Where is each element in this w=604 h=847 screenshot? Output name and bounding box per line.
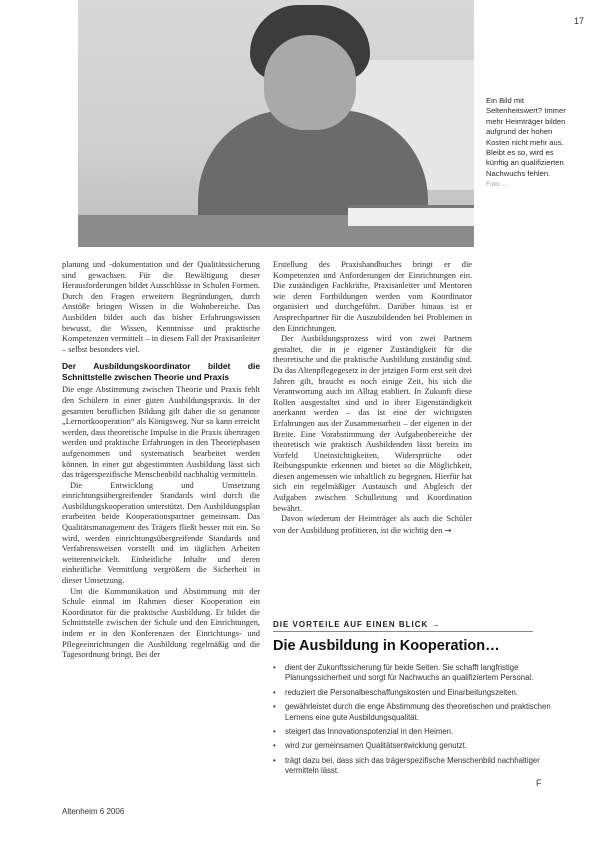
paragraph: planung und -dokumentation und der Qualitätssicherung sind gewachsen. Für die Bewältigung dieser Herausforderungen bildet Ausschlüsse in Schulen Formen. Durch den Fragen erweitern Begründungen, durch Anstöße bringen Wissen in die Wohnbereiche. Das Ausbilden bildet auch das bisher Erfahrungswissen bewusst, die Wissen, Kenntnisse und praktische Kompetenzen vermittelt – in diesem Fall der Praxisanleiter – selbst besonders viel. xyxy=(62,260,260,354)
advantages-list xyxy=(273,663,563,781)
article-column-left xyxy=(62,260,260,661)
page-number: 17 xyxy=(574,16,585,26)
list-item xyxy=(273,702,563,723)
list-item xyxy=(273,663,563,684)
paragraph: Die Entwicklung und Umsetzung einrichtungsübergreifender Standards wird durch die Ausbildungskooperation unterstützt. Den Ausbildungsplan erarbeiten beide Kooperationspartner gemeinsam. Das Qualitätsmanagement des Trägers fließt besser mit ein. So wird, werden einrichtungsübergreifende Standards und Verfahrensweisen vorstellt und im täglichen Arbeiten weiterentwickelt. Einheitliche Inhalte und deren einheitliche Vermittlung vergrößern die Sicherheit in dieser Umsetzung. xyxy=(62,480,260,586)
list-item-text: reduziert die Personalbeschaffungskosten und Einarbeitungszeiten. xyxy=(285,687,519,697)
paragraph: Der Ausbildungsprozess wird von zwei Partnern gestaltet, die in je eigener Zuständigkeit für die theoretische und die praktische Ausbildung zuständig sind. Da das Altenpflegegesetz in der jetzigen Form erst seit drei Jahren gilt, braucht es noch einige Zeit, bis sich die Verantwortung auch im Alltag etabliert. In Zukunft diese Rollen ausgestaltet sind und in ihrer Eigenständigkeit anerkannt werden – das ist eine der wichtigsten Erfahrungen aus der Zusammenarbeit – der eigenen in der Breite. Eine Vorabstimmung der Aufgabenbereiche der theoretisch wie praktisch Ausbildenden lässt bereits im Vorfeld Uneinsichtigkeiten, Widersprüche oder Reibungspunkte erkennen und bietet so die Möglichkeit, diesen angemessen wie inhaltlich zu begegnen. Hierfür hat sich ein regelmäßiger Austausch und Abgleich der Aufgaben zwischen Schulleitung und Koordination bewährt. xyxy=(273,334,472,513)
list-item xyxy=(273,756,563,777)
box-title: Die Ausbildung in Kooperation… xyxy=(273,638,500,654)
list-item xyxy=(273,688,563,698)
paragraph: Erstellung des Praxishandbuches bringt er die Kompetenzen und Anforderungen der Einrichtungen ein. Die zuständigen Fachkräfte, Praxisanleiter und Mentoren wie deren Fortbildungen werden vom Koordinator organisiert und durchgeführt. Darüber hinaus ist er Ansprechpartner für die Auszubildenden bei Problemen in den Einrichtungen. xyxy=(273,260,472,333)
bullet-icon: • xyxy=(273,663,276,672)
paragraph xyxy=(273,514,472,536)
list-item-text: steigert das Innovationspotenzial in den Heimen. xyxy=(285,727,454,737)
list-item xyxy=(273,741,563,751)
end-mark: F xyxy=(536,778,542,788)
photo-credit: Foto: ... xyxy=(486,181,509,189)
article-column-right xyxy=(273,260,472,536)
paragraph: Die enge Abstimmung zwischen Theorie und Praxis fehlt den Schülern in einer guten Ausbildungspraxis. In der gesamten beruflichen Bildung gilt daher die so genannte „Lernortkooperation“ als Königsweg. Nur so kann erreicht werden, dass theoretische Impulse in die Praxis übertragen werden und praktische Erfahrungen in den Theoriephasen aufgenommen und systematisch bearbeitet werden können. In einer gut abgestimmten Ausbildung lässt sich das trägerspezifische Menschenbild nachhaltig vermitteln. xyxy=(62,385,260,480)
bullet-icon: • xyxy=(273,727,276,737)
list-item-text: dient der Zukunftssicherung für beide Seiten. Sie schafft langfristige Planungssicherheit und sorgt für Nachwuchs an qualifiziertem Personal. xyxy=(285,663,534,683)
list-item-text: gewährleistet durch die enge Abstimmung des theoretischen und praktischen Lernens eine gute Ausbildungsqualität. xyxy=(285,702,551,722)
photo-person-face xyxy=(264,35,356,130)
photo-caption xyxy=(486,96,570,191)
box-label: DIE VORTEILE AUF EINEN BLICK → xyxy=(273,620,533,632)
article-photo xyxy=(78,0,474,247)
list-item xyxy=(273,727,563,737)
list-item-text: trägt dazu bei, dass sich das trägerspezifische Menschenbild nachhaltiger vermitteln lässt. xyxy=(285,755,540,776)
bullet-icon: • xyxy=(273,741,276,751)
section-heading: Der Ausbildungskoordinator bildet die Schnittstelle zwischen Theorie und Praxis xyxy=(62,361,260,383)
caption-text: Ein Bild mit Seltenheitswert? Immer mehr Heimträger bilden aufgrund der hohen Kosten nicht mehr aus. Bleibt es so, wird es künftig an qualifizierten Nachwuchs fehlen. xyxy=(486,96,566,178)
list-item-text: wird zur gemeinsamen Qualitätsentwicklung genutzt. xyxy=(285,741,468,751)
bullet-icon: • xyxy=(273,687,276,697)
continue-arrow-icon: → xyxy=(444,524,452,535)
bullet-icon: • xyxy=(273,702,276,712)
paragraph-text: Davon wiederum der Heimträger als auch die Schüler von der Ausbildung profitieren, ist die wichtig den xyxy=(273,514,472,535)
paragraph: Um die Kommunikation und Abstimmung mit der Schule einmal im Rahmen dieser Kooperation ein Koordinator für die praktische Ausbildung. Er bildet die Schnittstelle zwischen der Schule und den Einrichtungen, indem er in den Konferenzen der Einrichtungs- und Pflegeeinrichtungen die Ausbildung regelmäßig und die Tagesordnung bringt. Bei der xyxy=(62,586,260,660)
photo-books xyxy=(348,205,474,226)
bullet-icon: • xyxy=(273,755,276,765)
page-footer: Altenheim 6 2006 xyxy=(62,807,125,816)
